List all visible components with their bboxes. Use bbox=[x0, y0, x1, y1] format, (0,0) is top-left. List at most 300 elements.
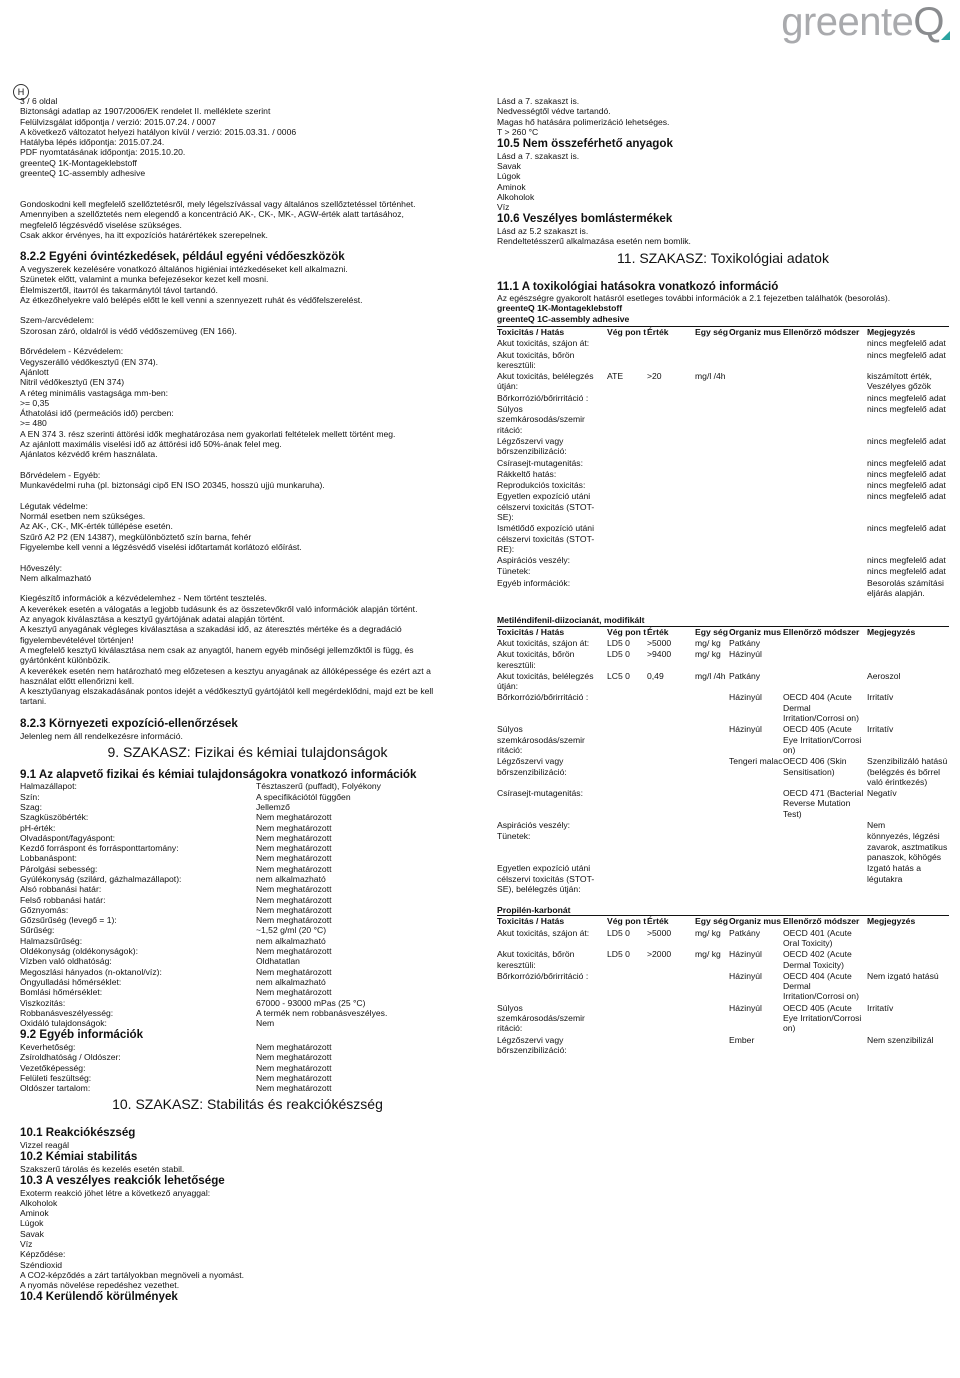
text-line: Ajánlott bbox=[20, 366, 49, 377]
property-name: Keverhetőség: bbox=[20, 1041, 76, 1052]
table-cell: Akut toxicitás, szájon át: bbox=[497, 637, 590, 648]
body-protection bbox=[20, 470, 475, 491]
table-cell bbox=[695, 338, 729, 349]
text-line: A keverékek esetén nem határozható meg előzetesen a kesztyu anyagának az állóképessége és ezért azt a bbox=[20, 665, 431, 676]
table-cell bbox=[783, 458, 867, 469]
table-cell bbox=[647, 724, 695, 756]
table-cell: LD5 0 bbox=[607, 637, 630, 648]
table-cell bbox=[729, 491, 783, 523]
property-value: Nem meghatározott bbox=[256, 1072, 332, 1083]
property-row bbox=[20, 864, 475, 874]
hazardous-reactions-text bbox=[20, 1188, 475, 1291]
text-line: >= 480 bbox=[20, 418, 47, 429]
table-cell: Súlyos szemkárosodás/szemir ritáció: bbox=[497, 1002, 585, 1034]
table-cell: mg/ kg bbox=[695, 637, 721, 648]
table-cell bbox=[695, 436, 729, 458]
conditions-text bbox=[497, 96, 949, 137]
table-cell: Egyéb információk: bbox=[497, 577, 571, 588]
eye-protection bbox=[20, 315, 475, 336]
property-row bbox=[20, 998, 475, 1008]
table-cell bbox=[647, 350, 695, 372]
header-line: 3 / 6 oldal bbox=[20, 96, 58, 106]
table-cell: nincs megfelelő adat bbox=[867, 392, 946, 403]
property-value: Nem meghatározott bbox=[256, 894, 332, 905]
table-cell bbox=[783, 578, 867, 600]
table-cell: Egy ség bbox=[695, 626, 728, 637]
table-cell: Légzőszervi vagy bőrszenzibilizáció: bbox=[497, 435, 567, 457]
table-cell: nincs megfelelő adat bbox=[867, 349, 946, 360]
table-cell bbox=[607, 523, 647, 555]
property-name: Viszkozitás: bbox=[20, 997, 66, 1008]
table-cell bbox=[783, 831, 867, 863]
text-line: Lúgok bbox=[497, 171, 521, 182]
table-row bbox=[497, 863, 949, 895]
table-cell: Irritatív bbox=[867, 724, 894, 735]
property-name: Bomlási hőmérséklet: bbox=[20, 987, 103, 998]
table-cell: nincs megfelelő adat bbox=[867, 555, 946, 566]
decomposition-products bbox=[497, 226, 949, 247]
table-cell bbox=[695, 1035, 729, 1057]
property-name: Vízben való oldhatóság: bbox=[20, 956, 112, 967]
text-line: Nedvességtől védve tartandó. bbox=[497, 106, 611, 117]
property-name: Szag: bbox=[20, 801, 42, 812]
table-cell bbox=[647, 480, 695, 491]
table-row bbox=[497, 756, 949, 788]
header-line: A következő változatot helyezi hatályon kívül / verzió: 2015.03.31. / 0006 bbox=[20, 126, 297, 137]
text-line: A vegyszerek kezelésére vonatkozó általános higiéniai intézkedéseket kell alkalmazni. bbox=[20, 263, 348, 274]
table-cell: Házinyúl bbox=[729, 649, 762, 660]
text-line: Lúgok bbox=[20, 1218, 44, 1229]
table-cell: Egy ség bbox=[695, 326, 728, 337]
table-cell bbox=[695, 831, 729, 863]
property-row bbox=[20, 1073, 475, 1083]
table-cell: Érték bbox=[647, 326, 669, 337]
table-cell: Nem izgató hatású bbox=[867, 970, 939, 981]
table-cell: Házinyúl bbox=[729, 1002, 762, 1013]
text-line: Szűrő A2 P2 (EN 14387), megkülönböztető szín barna, fehér bbox=[20, 531, 252, 542]
text-line: Normál esetben nem szükséges. bbox=[20, 511, 146, 522]
table-cell: Egy ség bbox=[695, 916, 728, 927]
property-value: A specifikációtól függően bbox=[256, 791, 351, 802]
table-row bbox=[497, 788, 949, 820]
section-9-2-heading: 9.2 Egyéb információk bbox=[20, 1028, 144, 1042]
header-line: Felülvizsgálat időpontja / verzió: 2015.07.24. / 0007 bbox=[20, 116, 216, 127]
table-cell: Légzőszervi vagy bőrszenzibilizáció: bbox=[497, 1034, 567, 1055]
property-row bbox=[20, 946, 475, 956]
table-cell bbox=[729, 458, 783, 469]
property-row bbox=[20, 915, 475, 925]
table-cell bbox=[695, 1003, 729, 1035]
table-cell: nincs megfelelő adat bbox=[867, 404, 946, 415]
table-cell bbox=[647, 393, 695, 404]
property-name: Oxidáló tulajdonságok: bbox=[20, 1018, 107, 1029]
table-cell: Izgató hatás a légutakra bbox=[867, 863, 921, 884]
table-row bbox=[497, 831, 949, 863]
table-cell bbox=[607, 756, 647, 788]
property-name: Kezdő forráspont és forrásponttartomány: bbox=[20, 843, 179, 854]
table-cell: nincs megfelelő adat bbox=[867, 435, 946, 446]
table-cell: Akut toxicitás, bőrön keresztüli: bbox=[497, 949, 575, 970]
table-cell: mg/ kg bbox=[695, 649, 721, 660]
table-cell: Csírasejt-mutagenitás: bbox=[497, 788, 583, 799]
table-cell: könnyezés, légzési zavarok, asztmatikus panaszok, köhögés bbox=[867, 831, 948, 862]
table-cell: Aeroszol bbox=[867, 670, 901, 681]
text-line: Széndioxid bbox=[20, 1259, 63, 1270]
text-line: T > 260 °C bbox=[497, 126, 539, 137]
property-value: Nem meghatározott bbox=[256, 863, 332, 874]
property-value: ~1,52 g/ml (20 °C) bbox=[256, 925, 327, 936]
table-cell bbox=[647, 404, 695, 436]
table-cell bbox=[607, 1035, 647, 1057]
table-cell bbox=[647, 338, 695, 349]
property-value: Nem meghatározott bbox=[256, 1052, 332, 1063]
table-cell: Ember bbox=[729, 1034, 755, 1045]
table-row bbox=[497, 393, 949, 404]
table-cell: Aspirációs veszély: bbox=[497, 820, 571, 831]
text-line: A kesztyűanyag elszakadásának pontos idejét a védőkesztyű gyártójától kell megérdeklődni, majd ezt be kell bbox=[20, 686, 434, 697]
table-cell: nincs megfelelő adat bbox=[867, 566, 946, 577]
text-line: Lásd a 7. szakaszt is. bbox=[497, 96, 580, 106]
property-row bbox=[20, 843, 475, 853]
table-row bbox=[497, 724, 949, 756]
table-cell: nincs megfelelő adat bbox=[867, 480, 946, 491]
table-cell bbox=[647, 831, 695, 863]
table-cell bbox=[647, 756, 695, 788]
property-value: Nem meghatározott bbox=[256, 1062, 332, 1073]
table-cell bbox=[647, 555, 695, 566]
property-name: Zsíroldhatóság / Oldószer: bbox=[20, 1052, 121, 1063]
stability-text: Szakszerű tárolás és kezelés esetén stabil. bbox=[20, 1163, 185, 1174]
table-cell bbox=[783, 469, 867, 480]
table-cell bbox=[695, 491, 729, 523]
property-value: Nem meghatározott bbox=[256, 843, 332, 854]
property-value: Tésztaszerű (puffadt), Folyékony bbox=[256, 781, 381, 792]
table-cell: Tünetek: bbox=[497, 566, 531, 577]
property-value: Nem meghatározott bbox=[256, 1083, 332, 1094]
table-cell bbox=[647, 1035, 695, 1057]
table-row bbox=[497, 350, 949, 372]
table-cell: Házinyúl bbox=[729, 949, 762, 960]
table-cell bbox=[607, 692, 647, 724]
table-cell bbox=[729, 338, 783, 349]
section-8-2-2-heading: 8.2.2 Egyéni óvintézkedések, például egyéni védőeszközök bbox=[20, 250, 345, 264]
text-line: Nitril védőkesztyű (EN 374) bbox=[20, 377, 125, 388]
table-row bbox=[497, 338, 949, 349]
table-cell bbox=[607, 1003, 647, 1035]
table-cell: OECD 402 (Acute Dermal Toxicity) bbox=[783, 949, 852, 970]
text-line: Az anyagok kiválasztása a kesztyű gyártójának adatai alapján történt. bbox=[20, 614, 285, 625]
text-line: Aminok bbox=[497, 181, 526, 192]
env-text: Jelenleg nem áll rendelkezésre információ. bbox=[20, 730, 183, 741]
text-line: figyelembevételével történjen! bbox=[20, 634, 134, 645]
table-cell bbox=[647, 788, 695, 820]
table-cell: Nem bbox=[867, 820, 886, 831]
table-cell bbox=[647, 578, 695, 600]
property-value: 67000 - 93000 mPas (25 °C) bbox=[256, 997, 366, 1008]
property-name: Lobbanáspont: bbox=[20, 853, 77, 864]
table-cell: mg/l /4h bbox=[695, 670, 726, 681]
table-cell bbox=[783, 555, 867, 566]
table-cell: Érték bbox=[647, 916, 669, 927]
table-cell: OECD 406 (Skin Sensitisation) bbox=[783, 756, 847, 777]
table-cell: >5000 bbox=[647, 637, 672, 648]
text-line: Alkoholok bbox=[20, 1197, 58, 1208]
table-row bbox=[497, 1035, 949, 1057]
section-11-1-heading: 11.1 A toxikológiai hatásokra vonatkozó információ bbox=[497, 279, 779, 293]
table-cell: >9400 bbox=[647, 649, 672, 660]
table-cell bbox=[729, 831, 783, 863]
table-cell bbox=[607, 724, 647, 756]
table-cell bbox=[783, 350, 867, 372]
table-cell: Irritatív bbox=[867, 1002, 894, 1013]
reactivity-text: Vizzel reagál bbox=[20, 1139, 70, 1150]
table-cell: Tengeri malac bbox=[729, 756, 783, 767]
tox-table-mdi bbox=[497, 627, 949, 895]
table-cell bbox=[783, 491, 867, 523]
table-cell bbox=[607, 404, 647, 436]
doc-header bbox=[20, 96, 475, 178]
table-cell: Bőrkorrózió/bőrirritáció : bbox=[497, 692, 589, 703]
section-10-3-heading: 10.3 A veszélyes reakciók lehetősége bbox=[20, 1174, 225, 1188]
table-cell bbox=[695, 469, 729, 480]
table-cell bbox=[695, 788, 729, 820]
property-value: Nem meghatározott bbox=[256, 832, 332, 843]
table-cell bbox=[729, 566, 783, 577]
property-name: Felső robbanási határ: bbox=[20, 894, 106, 905]
text-line: Savak bbox=[20, 1228, 44, 1239]
table-cell bbox=[647, 863, 695, 895]
property-value: nem alkalmazható bbox=[256, 873, 326, 884]
text-line: Figyelembe kell venni a légzésvédő viselési időtartamát korlátozó előírást. bbox=[20, 541, 302, 552]
property-row bbox=[20, 812, 475, 822]
table-cell: Akut toxicitás, szájon át: bbox=[497, 338, 590, 349]
table-cell: LD5 0 bbox=[607, 949, 630, 960]
tox-table-3-title: Propilén-karbonát bbox=[497, 905, 571, 916]
table-row bbox=[497, 436, 949, 458]
table-cell bbox=[729, 555, 783, 566]
greenteq-logo: greenteQ bbox=[781, 2, 944, 42]
table-cell bbox=[695, 404, 729, 436]
property-value: Nem meghatározott bbox=[256, 946, 332, 957]
table-cell bbox=[695, 566, 729, 577]
logo-q-icon: Q bbox=[913, 2, 944, 42]
table-cell bbox=[607, 491, 647, 523]
header-line: greenteQ 1K-Montageklebstoff bbox=[20, 157, 137, 168]
table-cell bbox=[729, 393, 783, 404]
table-cell: Nem szenzibilizál bbox=[867, 1034, 934, 1045]
table-cell: Házinyúl bbox=[729, 692, 762, 703]
property-row bbox=[20, 967, 475, 977]
table-cell: Ismétlődő expozíció utáni célszervi toxicitás (STOT-RE): bbox=[497, 523, 595, 554]
table-cell: Patkány bbox=[729, 637, 761, 648]
property-name: Szagküszöbérték: bbox=[20, 812, 89, 823]
incompatible-materials bbox=[497, 151, 949, 213]
property-name: Vezetőképesség: bbox=[20, 1062, 86, 1073]
text-line: Áthatolási idő (permeációs idő) percben: bbox=[20, 408, 174, 419]
property-value: Nem meghatározott bbox=[256, 853, 332, 864]
header-line: Hatályba lépés időpontja: 2015.07.24. bbox=[20, 137, 165, 148]
property-row bbox=[20, 905, 475, 915]
table-row bbox=[497, 371, 949, 393]
section-10-1-heading: 10.1 Reakciókészség bbox=[20, 1126, 136, 1140]
table-cell bbox=[695, 692, 729, 724]
table-cell: LD5 0 bbox=[607, 649, 630, 660]
table-cell bbox=[607, 578, 647, 600]
property-value: Jellemző bbox=[256, 801, 290, 812]
property-name: Sűrűség: bbox=[20, 925, 55, 936]
table-cell bbox=[647, 491, 695, 523]
product-name-1: greenteQ 1K-Montageklebstoff bbox=[497, 303, 623, 314]
table-cell bbox=[607, 393, 647, 404]
tox-table-2-title: Metiléndifenil-diizocianát, modifikált bbox=[497, 615, 645, 626]
table-cell: Patkány bbox=[729, 927, 761, 938]
text-line: Amennyiben a szellőztetés nem elegendő a koncentráció AK-, CK-, MK-, AGW-érték alatt tartásához, bbox=[20, 209, 404, 220]
table-cell bbox=[695, 350, 729, 372]
text-line: megfelelő légzésvédő viselése szükséges. bbox=[20, 219, 182, 230]
table-row bbox=[497, 404, 949, 436]
table-cell bbox=[729, 578, 783, 600]
table-cell bbox=[695, 393, 729, 404]
table-cell bbox=[695, 523, 729, 555]
text-line: Az AK-, CK-, MK-érték túllépése esetén. bbox=[20, 521, 173, 532]
table-cell bbox=[607, 831, 647, 863]
text-line: Nem alkalmazható bbox=[20, 572, 92, 583]
table-cell: mg/l /4h bbox=[695, 371, 726, 382]
table-row bbox=[497, 480, 949, 491]
text-line: Exoterm reakció jöhet létre a következő anyaggal: bbox=[20, 1187, 211, 1198]
table-cell: Csírasejt-mutagenitás: bbox=[497, 457, 583, 468]
table-cell: Vég pon t bbox=[607, 626, 647, 637]
property-value: Nem meghatározott bbox=[256, 966, 332, 977]
property-name: Felületi feszültség: bbox=[20, 1072, 92, 1083]
table-cell: Bőrkorrózió/bőrirritáció : bbox=[497, 970, 589, 981]
table-cell bbox=[647, 469, 695, 480]
right-column bbox=[497, 96, 949, 1056]
table-cell bbox=[783, 1035, 867, 1057]
text-line: Szem-/arcvédelem: bbox=[20, 315, 95, 326]
table-cell: LC5 0 bbox=[607, 670, 630, 681]
text-line: Élelmiszertől, itaитól és takarmánytól távol tartandó. bbox=[20, 284, 218, 295]
table-cell bbox=[607, 469, 647, 480]
table-cell: OECD 404 (Acute Dermal Irritation/Corrosi on) bbox=[783, 692, 859, 724]
property-row bbox=[20, 781, 475, 791]
table-cell: Organiz mus bbox=[729, 626, 782, 637]
table-cell bbox=[647, 523, 695, 555]
text-line: Lásd a 7. szakaszt is. bbox=[497, 150, 580, 161]
table-cell: Vég pon t bbox=[607, 326, 647, 337]
text-line: Víz bbox=[20, 1239, 33, 1249]
property-value: Nem meghatározott bbox=[256, 812, 332, 823]
table-cell bbox=[729, 480, 783, 491]
table-cell: Aspirációs veszély: bbox=[497, 555, 571, 566]
property-name: Halmazállapot: bbox=[20, 781, 77, 792]
text-line: A CO2-képződés a zárt tartályokban megnöveli a nyomást. bbox=[20, 1269, 245, 1280]
table-cell: Házinyúl bbox=[729, 724, 762, 735]
table-cell: kiszámított érték, Veszélyes gőzök bbox=[867, 371, 932, 392]
property-name: Megoszlási hányados (n-oktanol/víz): bbox=[20, 966, 162, 977]
table-cell: Érték bbox=[647, 626, 669, 637]
property-value: nem alkalmazható bbox=[256, 935, 326, 946]
table-cell bbox=[783, 649, 867, 671]
table-row bbox=[497, 555, 949, 566]
tox-table-product bbox=[497, 327, 949, 599]
table-cell bbox=[695, 555, 729, 566]
table-cell bbox=[695, 480, 729, 491]
table-row bbox=[497, 671, 949, 693]
text-line: A réteg minimális vastagsága mm-ben: bbox=[20, 387, 169, 398]
text-line: Az ajánlott maximális viselési idő az áttörési idő 50%-ának felel meg. bbox=[20, 439, 282, 449]
respiratory-protection bbox=[20, 501, 475, 552]
text-line: Munkavédelmi ruha (pl. biztonsági cipő EN ISO 20345, hosszú ujjú munkaruha). bbox=[20, 480, 325, 491]
table-header-row bbox=[497, 327, 949, 338]
table-cell: Irritatív bbox=[867, 692, 894, 703]
table-cell: Házinyúl bbox=[729, 970, 762, 981]
section-10-6-heading: 10.6 Veszélyes bomlástermékek bbox=[497, 212, 673, 226]
table-row bbox=[497, 692, 949, 724]
property-row bbox=[20, 833, 475, 843]
text-line: A keverékek esetén a válogatás a legjobb tudásunk és az összetevőkről való információk alapján történt. bbox=[20, 603, 418, 614]
table-header-row bbox=[497, 627, 949, 638]
property-value: Nem meghatározott bbox=[256, 904, 332, 915]
table-cell: mg/ kg bbox=[695, 927, 721, 938]
property-value: Nem meghatározott bbox=[256, 884, 332, 895]
table-cell bbox=[783, 671, 867, 693]
property-name: Gőznyomás: bbox=[20, 904, 69, 915]
table-cell: Toxicitás / Hatás bbox=[497, 326, 565, 337]
table-cell: nincs megfelelő adat bbox=[867, 468, 946, 479]
property-row bbox=[20, 874, 475, 884]
table-cell bbox=[867, 649, 949, 671]
text-line: A nyomás növelése repedéshez vezethet. bbox=[20, 1280, 180, 1291]
table-cell: OECD 471 (Bacterial Reverse Mutation Test) bbox=[783, 788, 864, 819]
property-row bbox=[20, 853, 475, 863]
table-header-row bbox=[497, 916, 949, 927]
hand-protection bbox=[20, 346, 475, 459]
property-row bbox=[20, 1008, 475, 1018]
text-line: A EN 374 3. rész szerinti áttörési idők meghatározása nem gyakorlati feltételek mellett történt meg. bbox=[20, 428, 396, 439]
table-cell: Egyetlen expozíció utáni célszervi toxicitás (STOT-SE), belélegzés útján: bbox=[497, 863, 595, 894]
text-line: >= 0,35 bbox=[20, 397, 50, 408]
property-name: Halmazsűrűség: bbox=[20, 935, 83, 946]
table-cell bbox=[783, 863, 867, 895]
property-row bbox=[20, 895, 475, 905]
property-name: Robbanásveszélyesség: bbox=[20, 1007, 114, 1018]
table-cell: >20 bbox=[647, 371, 662, 382]
table-cell bbox=[647, 1003, 695, 1035]
table-cell: ATE bbox=[607, 371, 624, 382]
table-cell bbox=[607, 458, 647, 469]
property-row bbox=[20, 884, 475, 894]
table-cell: Bőrkorrózió/bőrirritáció : bbox=[497, 392, 589, 403]
table-cell: Organiz mus bbox=[729, 326, 782, 337]
table-cell: nincs megfelelő adat bbox=[867, 523, 946, 534]
table-cell bbox=[607, 480, 647, 491]
table-cell bbox=[729, 371, 783, 393]
table-cell bbox=[783, 338, 867, 349]
header-line: PDF nyomtatásának időpontja: 2015.10.20. bbox=[20, 147, 186, 158]
table-cell bbox=[647, 971, 695, 1003]
table-cell bbox=[729, 350, 783, 372]
table-cell: Organiz mus bbox=[729, 916, 782, 927]
table-cell bbox=[867, 638, 949, 649]
table-cell: Ellenőrző módszer bbox=[783, 916, 860, 927]
section-10-title: 10. SZAKASZ: Stabilitás és reakciókészség bbox=[112, 1096, 383, 1113]
table-row bbox=[497, 491, 949, 523]
table-cell bbox=[607, 788, 647, 820]
text-line: Hőveszély: bbox=[20, 562, 63, 573]
table-cell bbox=[607, 863, 647, 895]
table-cell bbox=[783, 404, 867, 436]
